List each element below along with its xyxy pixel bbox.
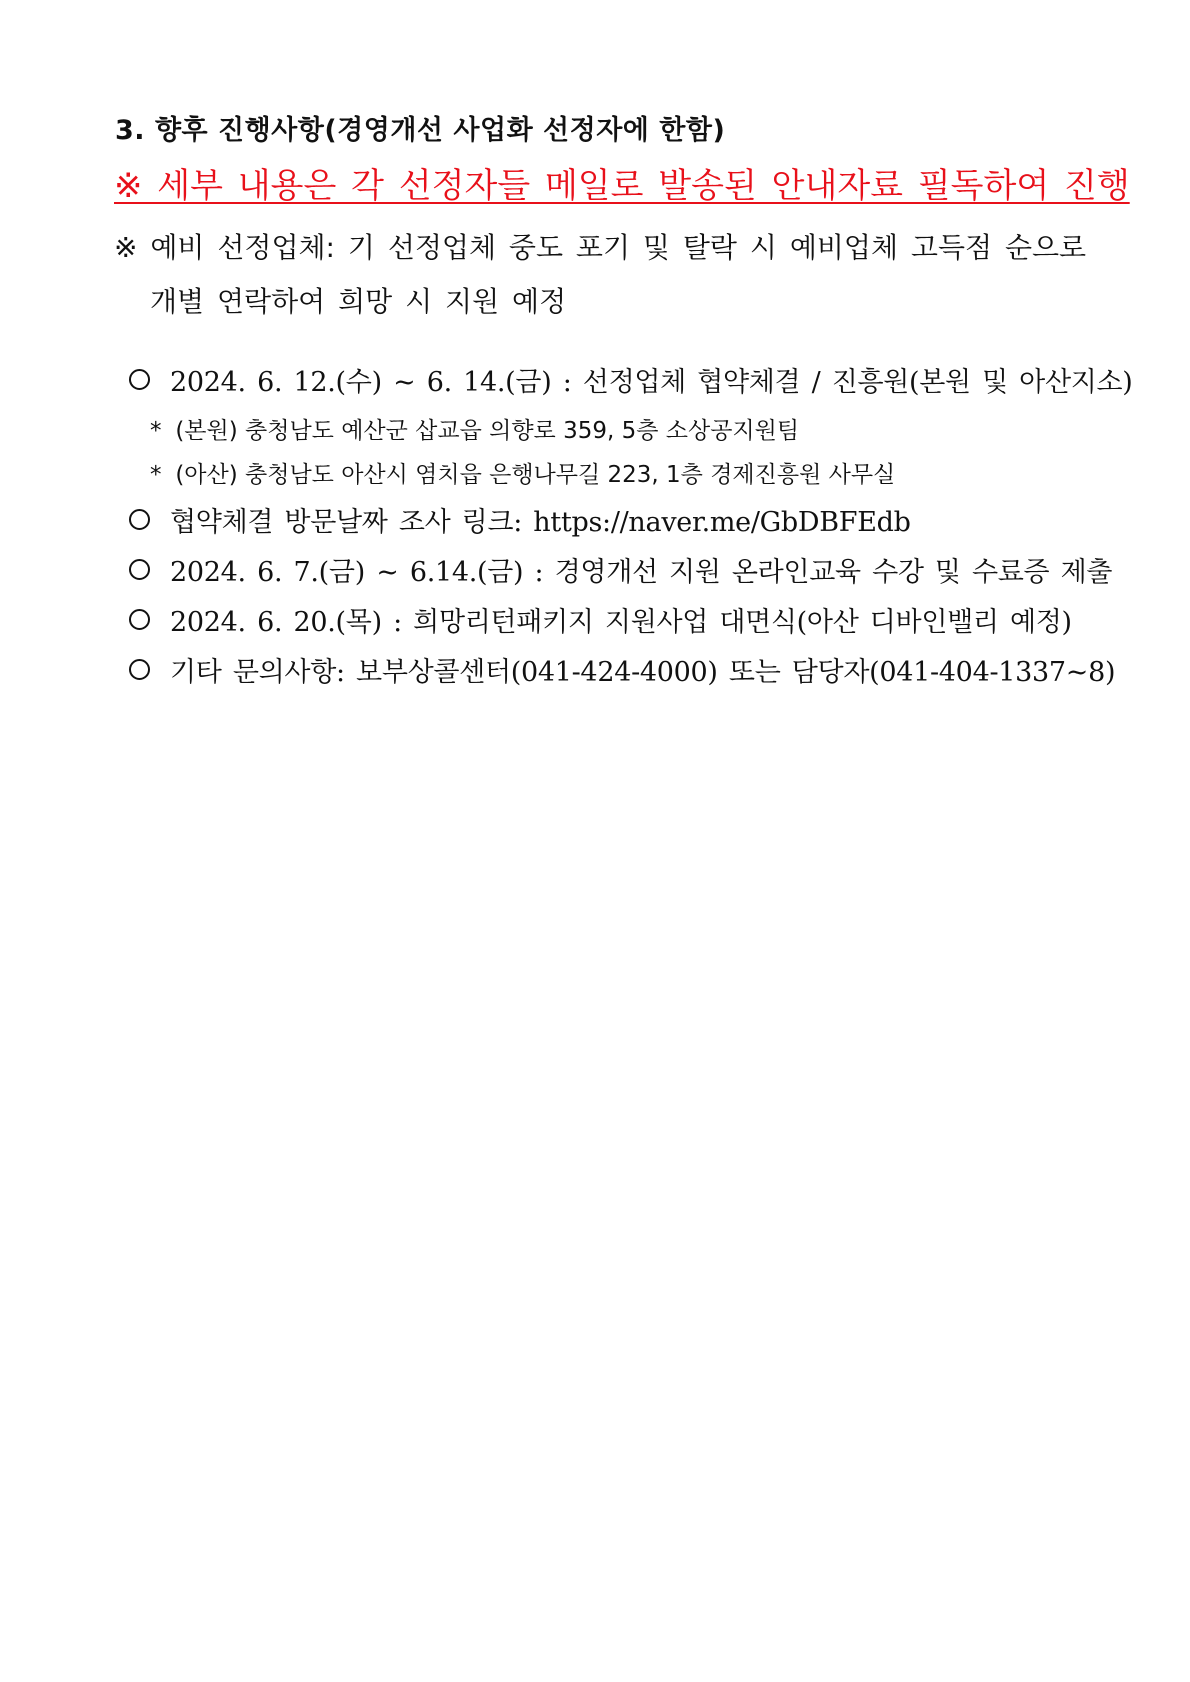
circle-bullet-icon: [129, 659, 150, 680]
location-text: (아산) 충청남도 아산시 염치읍 은행나무길 223, 1층 경제진흥원 사무실: [175, 462, 896, 488]
schedule-item-contact: [129, 650, 1115, 689]
location-text: (본원) 충청남도 예산군 삽교읍 의향로 359, 5층 소상공지원팀: [175, 418, 800, 444]
asterisk-marker: *: [150, 418, 162, 444]
schedule-item-text: 2024. 6. 20.(목) : 희망리턴패키지 지원사업 대면식(아산 디바인밸리 예정): [170, 607, 1072, 638]
circle-bullet-icon: [129, 609, 150, 630]
red-notice: ※ 세부 내용은 각 선정자들 메일로 발송된 안내자료 필독하여 진행: [114, 166, 1130, 206]
schedule-item-online-education: [129, 550, 1112, 589]
schedule-item-text: 협약체결 방문날짜 조사 링크: https://naver.me/GbDBFEdb: [170, 507, 911, 538]
location-item-asan: [150, 456, 895, 489]
asterisk-marker: *: [150, 462, 162, 488]
location-item-main: [150, 412, 799, 445]
schedule-item-survey-link: [129, 500, 911, 539]
schedule-item-text: 2024. 6. 12.(수) ~ 6. 14.(금) : 선정업체 협약체결 / 진흥원(본원 및 아산지소): [170, 367, 1133, 398]
circle-bullet-icon: [129, 509, 150, 530]
circle-bullet-icon: [129, 369, 150, 390]
schedule-item-agreement: [129, 360, 1133, 399]
schedule-item-ceremony: [129, 600, 1072, 639]
reserve-note-line-2: 개별 연락하여 희망 시 지원 예정: [150, 285, 567, 318]
section-heading: 3. 향후 진행사항(경영개선 사업화 선정자에 한함): [115, 115, 726, 146]
reserve-note-line-1: ※ 예비 선정업체: 기 선정업체 중도 포기 및 탈락 시 예비업체 고득점 순으로: [114, 231, 1087, 264]
schedule-item-text: 기타 문의사항: 보부상콜센터(041-424-4000) 또는 담당자(041-404-1337~8): [170, 657, 1116, 688]
circle-bullet-icon: [129, 559, 150, 580]
schedule-item-text: 2024. 6. 7.(금) ~ 6.14.(금) : 경영개선 지원 온라인교육 수강 및 수료증 제출: [170, 557, 1113, 588]
